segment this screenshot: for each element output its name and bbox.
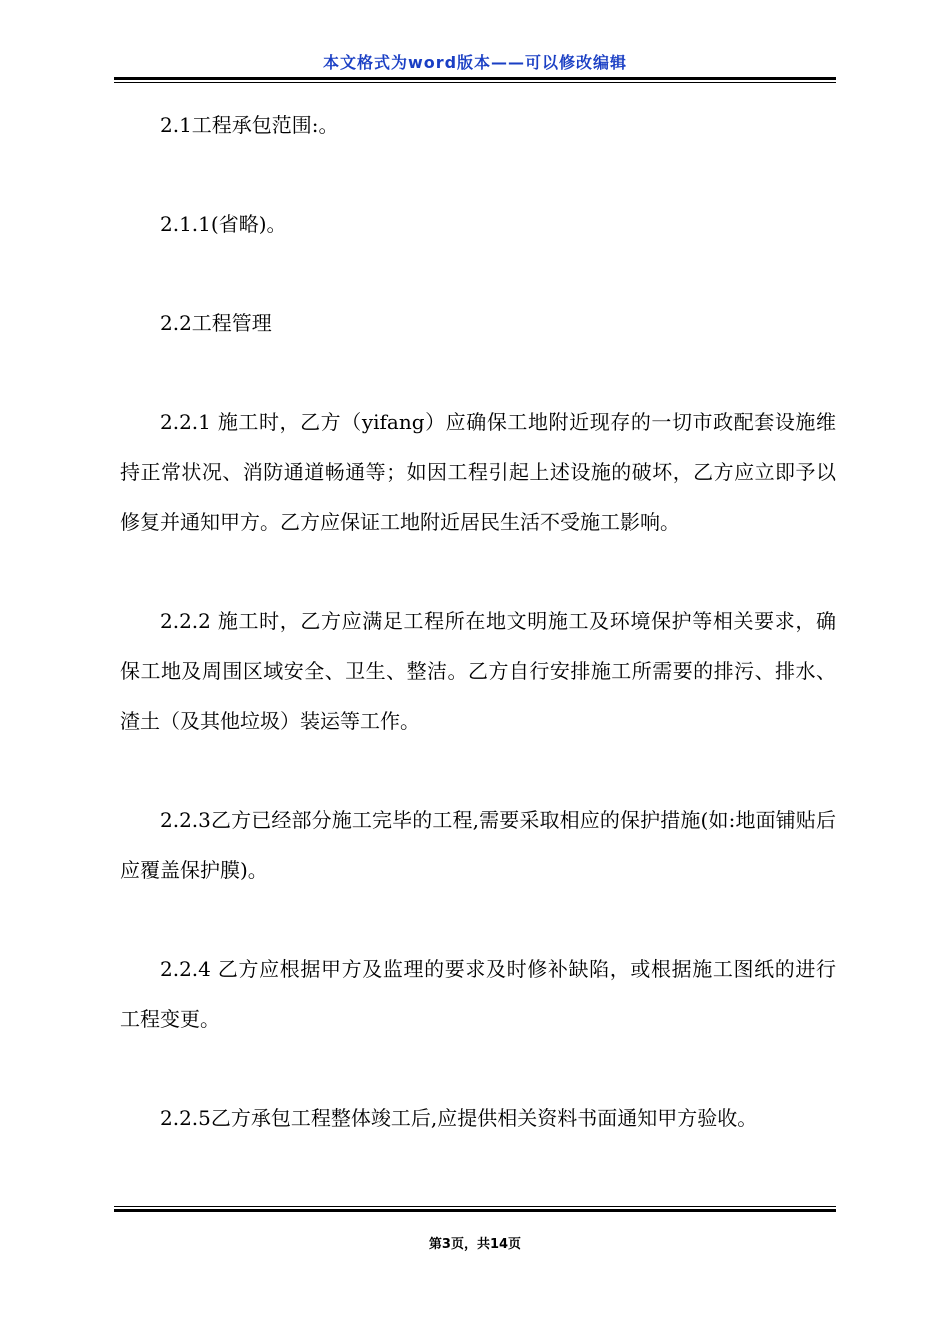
paragraph-2-2: 2.2工程管理 xyxy=(160,311,272,335)
paragraph-2-2-4: 2.2.4 乙方应根据甲方及监理的要求及时修补缺陷，或根据施工图纸的进行工程变更。 xyxy=(120,957,836,1031)
paragraph-2-1-1: 2.1.1(省略)。 xyxy=(160,212,287,236)
paragraph-2-1: 2.1工程承包范围:。 xyxy=(160,113,339,137)
footer-rule-thick xyxy=(114,1209,836,1212)
paragraph-2-2-2: 2.2.2 施工时，乙方应满足工程所在地文明施工及环境保护等相关要求，确保工地及周围区域安全、卫生、整洁。乙方自行安排施工所需要的排污、排水、渣土（及其他垃圾）装运等工作。 xyxy=(120,609,836,733)
footer-rule-thin xyxy=(114,1206,836,1207)
paragraph-2-2-3: 2.2.3乙方已经部分施工完毕的工程,需要采取相应的保护措施(如:地面铺贴后应覆盖保护膜)。 xyxy=(120,808,836,882)
header-rule-thin xyxy=(114,82,836,83)
paragraph-2-2-1: 2.2.1 施工时，乙方（yifang）应确保工地附近现存的一切市政配套设施维持正常状况、消防通道畅通等；如因工程引起上述设施的破坏，乙方应立即予以修复并通知甲方。乙方应保证工地附近居民生活不受施工影响。 xyxy=(120,410,836,534)
paragraph-2-2-5: 2.2.5乙方承包工程整体竣工后,应提供相关资料书面通知甲方验收。 xyxy=(160,1106,758,1130)
document-body xyxy=(120,100,836,1143)
page-number: 第3页，共14页 xyxy=(428,1237,522,1252)
header-rule-thick xyxy=(114,77,836,80)
header-title: 本文格式为word版本——可以修改编辑 xyxy=(322,53,628,72)
